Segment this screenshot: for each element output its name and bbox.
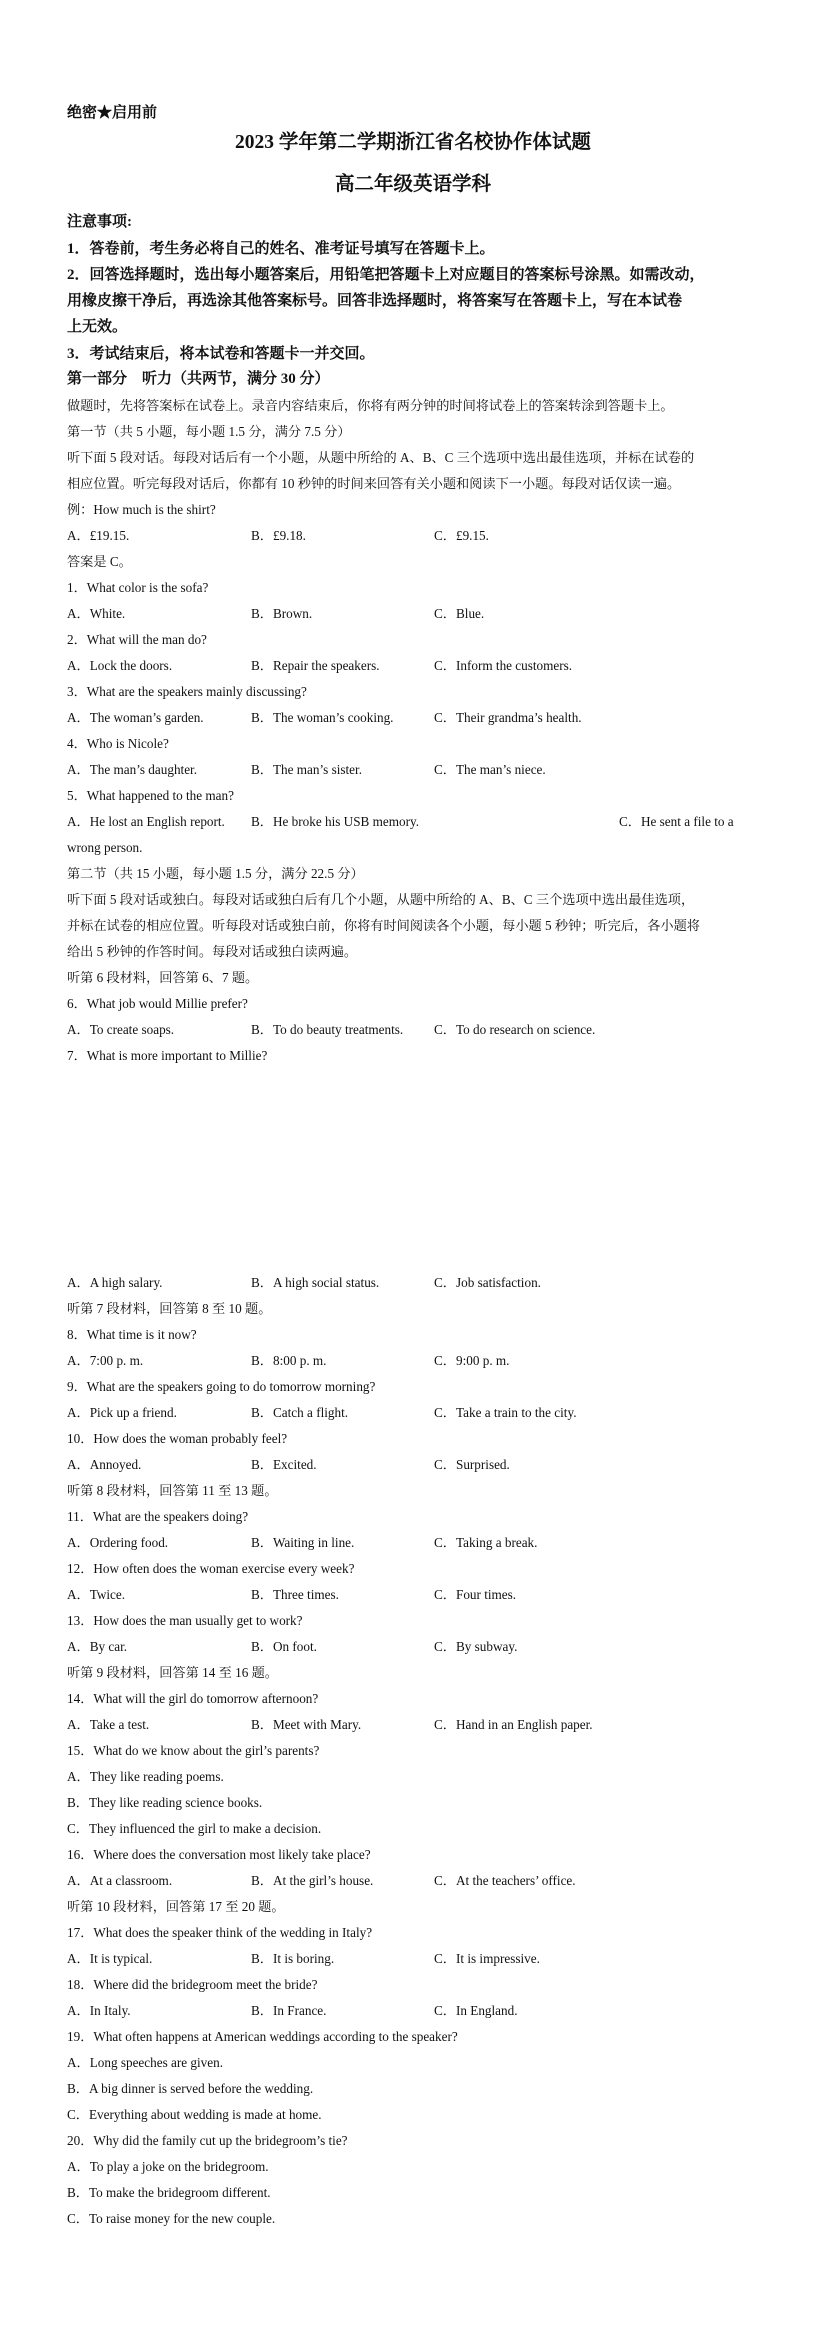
question-4: 4．Who is Nicole? bbox=[67, 736, 169, 751]
q13-option-b: B．On foot. bbox=[251, 1639, 317, 1654]
q2-option-a: A．Lock the doors. bbox=[67, 658, 173, 673]
q18-option-b: B．In France. bbox=[251, 2003, 327, 2018]
q19-option-a: A．Long speeches are given. bbox=[67, 2055, 223, 2070]
part-1-heading: 第一部分 听力（共两节，满分 30 分） bbox=[67, 371, 330, 387]
q17-option-b: B．It is boring. bbox=[251, 1951, 335, 1966]
question-9: 9．What are the speakers going to do tomorrow morning? bbox=[67, 1379, 376, 1394]
q5-option-c-continued: wrong person. bbox=[67, 840, 143, 855]
example-option-b: B．£9.18. bbox=[251, 528, 306, 543]
question-5: 5．What happened to the man? bbox=[67, 788, 234, 803]
note-2-line-1: 2．回答选择题时，选出每小题答案后，用铅笔把答题卡上对应题目的答案标号涂黑。如需改动， bbox=[67, 267, 705, 283]
q19-option-c: C．Everything about wedding is made at home. bbox=[67, 2107, 322, 2122]
note-3: 3．考试结束后，将本试卷和答题卡一并交回。 bbox=[67, 346, 375, 362]
q1-option-c: C．Blue. bbox=[434, 606, 485, 621]
question-18: 18．Where did the bridegroom meet the bride? bbox=[67, 1977, 318, 1992]
q10-option-a: A．Annoyed. bbox=[67, 1457, 142, 1472]
q8-option-c: C．9:00 p. m. bbox=[434, 1353, 510, 1368]
q20-option-a: A．To play a joke on the bridegroom. bbox=[67, 2159, 269, 2174]
q7-option-a: A．A high salary. bbox=[67, 1275, 163, 1290]
question-14: 14．What will the girl do tomorrow afternoon? bbox=[67, 1691, 319, 1706]
question-2: 2．What will the man do? bbox=[67, 632, 207, 647]
section-2-instruction-1: 听下面 5 段对话或独白。每段对话或独白后有几个小题，从题中所给的 A、B、C 三个选项中选出最佳选项， bbox=[67, 892, 695, 907]
question-8: 8．What time is it now? bbox=[67, 1327, 197, 1342]
q17-option-a: A．It is typical. bbox=[67, 1951, 153, 1966]
question-20: 20．Why did the family cut up the bridegroom’s tie? bbox=[67, 2133, 348, 2148]
example-answer: 答案是 C。 bbox=[67, 554, 132, 569]
q17-option-c: C．It is impressive. bbox=[434, 1951, 540, 1966]
question-16: 16．Where does the conversation most likely take place? bbox=[67, 1847, 371, 1862]
example-option-a: A．£19.15. bbox=[67, 528, 130, 543]
question-12: 12．How often does the woman exercise every week? bbox=[67, 1561, 355, 1576]
q2-option-c: C．Inform the customers. bbox=[434, 658, 573, 673]
question-3: 3．What are the speakers mainly discussing? bbox=[67, 684, 307, 699]
material-10-label: 听第 10 段材料，回答第 17 至 20 题。 bbox=[67, 1899, 285, 1914]
confidential-label: 绝密★启用前 bbox=[67, 105, 158, 121]
material-9-label: 听第 9 段材料，回答第 14 至 16 题。 bbox=[67, 1665, 278, 1680]
q1-option-b: B．Brown. bbox=[251, 606, 313, 621]
question-1: 1．What color is the sofa? bbox=[67, 580, 209, 595]
q6-option-c: C．To do research on science. bbox=[434, 1022, 596, 1037]
q19-option-b: B．A big dinner is served before the wedding. bbox=[67, 2081, 314, 2096]
question-13: 13．How does the man usually get to work? bbox=[67, 1613, 303, 1628]
q16-option-b: B．At the girl’s house. bbox=[251, 1873, 374, 1888]
q5-option-c: C．He sent a file to a bbox=[619, 814, 734, 829]
q9-option-b: B．Catch a flight. bbox=[251, 1405, 349, 1420]
q12-option-c: C．Four times. bbox=[434, 1587, 517, 1602]
q4-option-c: C．The man’s niece. bbox=[434, 762, 546, 777]
q5-option-b: B．He broke his USB memory. bbox=[251, 814, 420, 829]
q9-option-a: A．Pick up a friend. bbox=[67, 1405, 177, 1420]
material-7-label: 听第 7 段材料，回答第 8 至 10 题。 bbox=[67, 1301, 272, 1316]
section-2-title: 第二节（共 15 小题，每小题 1.5 分，满分 22.5 分） bbox=[67, 866, 364, 881]
q11-option-a: A．Ordering food. bbox=[67, 1535, 169, 1550]
q12-option-b: B．Three times. bbox=[251, 1587, 339, 1602]
q14-option-a: A．Take a test. bbox=[67, 1717, 150, 1732]
q4-option-b: B．The man’s sister. bbox=[251, 762, 362, 777]
q1-option-a: A．White. bbox=[67, 606, 126, 621]
q13-option-c: C．By subway. bbox=[434, 1639, 518, 1654]
q8-option-a: A．7:00 p. m. bbox=[67, 1353, 144, 1368]
example-question: 例：How much is the shirt? bbox=[67, 502, 216, 517]
question-10: 10．How does the woman probably feel? bbox=[67, 1431, 288, 1446]
q8-option-b: B．8:00 p. m. bbox=[251, 1353, 327, 1368]
q14-option-b: B．Meet with Mary. bbox=[251, 1717, 362, 1732]
notes-heading: 注意事项: bbox=[67, 214, 132, 230]
section-1-instruction-2: 相应位置。听完每段对话后，你都有 10 秒钟的时间来回答有关小题和阅读下一小题。每段对话仅读一遍。 bbox=[67, 476, 681, 491]
question-7: 7．What is more important to Millie? bbox=[67, 1048, 268, 1063]
section-2-instruction-3: 给出 5 秒钟的作答时间。每段对话或独白读两遍。 bbox=[67, 944, 358, 959]
q16-option-c: C．At the teachers’ office. bbox=[434, 1873, 576, 1888]
q18-option-c: C．In England. bbox=[434, 2003, 518, 2018]
question-11: 11．What are the speakers doing? bbox=[67, 1509, 249, 1524]
q7-option-c: C．Job satisfaction. bbox=[434, 1275, 541, 1290]
question-6: 6．What job would Millie prefer? bbox=[67, 996, 248, 1011]
q20-option-b: B．To make the bridegroom different. bbox=[67, 2185, 271, 2200]
note-1: 1．答卷前，考生务必将自己的姓名、准考证号填写在答题卡上。 bbox=[67, 241, 495, 257]
q13-option-a: A．By car. bbox=[67, 1639, 128, 1654]
q5-option-a: A．He lost an English report. bbox=[67, 814, 225, 829]
q3-option-c: C．Their grandma’s health. bbox=[434, 710, 582, 725]
q14-option-c: C．Hand in an English paper. bbox=[434, 1717, 593, 1732]
question-19: 19．What often happens at American weddings according to the speaker? bbox=[67, 2029, 458, 2044]
part-1-intro: 做题时，先将答案标在试卷上。录音内容结束后，你将有两分钟的时间将试卷上的答案转涂到答题卡上。 bbox=[67, 398, 674, 413]
question-17: 17．What does the speaker think of the wedding in Italy? bbox=[67, 1925, 373, 1940]
q9-option-c: C．Take a train to the city. bbox=[434, 1405, 577, 1420]
q18-option-a: A．In Italy. bbox=[67, 2003, 131, 2018]
q12-option-a: A．Twice. bbox=[67, 1587, 126, 1602]
q16-option-a: A．At a classroom. bbox=[67, 1873, 173, 1888]
material-8-label: 听第 8 段材料，回答第 11 至 13 题。 bbox=[67, 1483, 278, 1498]
q6-option-b: B．To do beauty treatments. bbox=[251, 1022, 404, 1037]
section-2-instruction-2: 并标在试卷的相应位置。听每段对话或独白前，你将有时间阅读各个小题，每小题 5 秒钟；听完后，各小题将 bbox=[67, 918, 700, 933]
exam-title: 2023 学年第二学期浙江省名校协作体试题 bbox=[235, 132, 591, 153]
q2-option-b: B．Repair the speakers. bbox=[251, 658, 380, 673]
q3-option-a: A．The woman’s garden. bbox=[67, 710, 204, 725]
q3-option-b: B．The woman’s cooking. bbox=[251, 710, 394, 725]
q15-option-b: B．They like reading science books. bbox=[67, 1795, 263, 1810]
note-2-line-3: 上无效。 bbox=[67, 319, 128, 335]
q4-option-a: A．The man’s daughter. bbox=[67, 762, 198, 777]
q20-option-c: C．To raise money for the new couple. bbox=[67, 2211, 276, 2226]
exam-subtitle: 高二年级英语学科 bbox=[334, 174, 491, 195]
q10-option-b: B．Excited. bbox=[251, 1457, 317, 1472]
q11-option-c: C．Taking a break. bbox=[434, 1535, 538, 1550]
material-6-label: 听第 6 段材料，回答第 6、7 题。 bbox=[67, 970, 259, 985]
q6-option-a: A．To create soaps. bbox=[67, 1022, 175, 1037]
q15-option-c: C．They influenced the girl to make a decision. bbox=[67, 1821, 322, 1836]
section-1-instruction-1: 听下面 5 段对话。每段对话后有一个小题，从题中所给的 A、B、C 三个选项中选出最佳选项，并标在试卷的 bbox=[67, 450, 695, 465]
note-2-line-2: 用橡皮擦干净后，再选涂其他答案标号。回答非选择题时，将答案写在答题卡上，写在本试卷 bbox=[67, 293, 683, 309]
example-option-c: C．£9.15. bbox=[434, 528, 489, 543]
q11-option-b: B．Waiting in line. bbox=[251, 1535, 355, 1550]
section-1-title: 第一节（共 5 小题，每小题 1.5 分，满分 7.5 分） bbox=[67, 424, 351, 439]
q15-option-a: A．They like reading poems. bbox=[67, 1769, 224, 1784]
question-15: 15．What do we know about the girl’s parents? bbox=[67, 1743, 320, 1758]
q10-option-c: C．Surprised. bbox=[434, 1457, 510, 1472]
q7-option-b: B．A high social status. bbox=[251, 1275, 380, 1290]
